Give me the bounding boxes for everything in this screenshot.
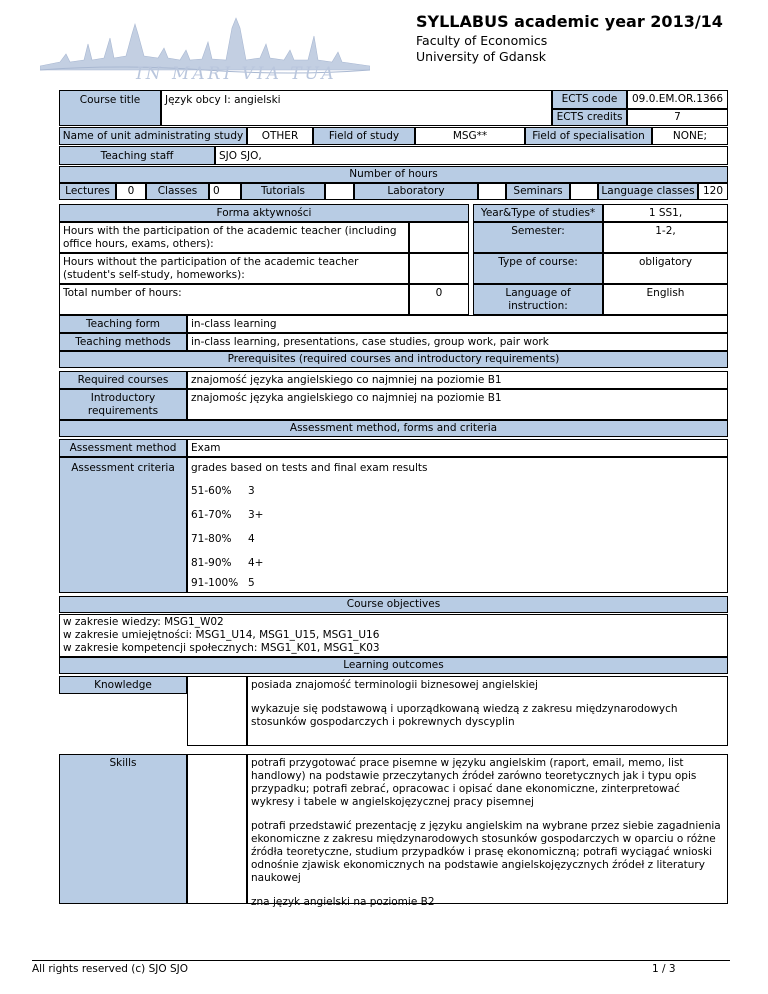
knowledge-outcome: posiada znajomość terminologii biznesowej angielskiej [251, 679, 538, 691]
spec-label: Field of specialisation [525, 127, 652, 145]
skills-outcome: potrafi przedstawić prezentację z języku angielskim na wybrane przez siebie zagadnienia ekonomiczne z zakresu międzynarodowych stosunków gospodarczych w oparciu o różne źródła teoretyczne, studium przypadków i prasę ekonomiczną; potrafi wyciągać wnioski odnośnie zjawisk ekonomicznych na podstawie angielskojęzycznych źródeł z literatury naukowej [251, 820, 721, 884]
with-teacher-label: Hours with the participation of the academic teacher (including office hours, exams, others): [59, 222, 409, 253]
required-courses-value: znajomość języka angielskiego co najmniej na poziomie B1 [187, 371, 728, 389]
total-hours-value: 0 [409, 284, 469, 315]
unit-label: Name of unit administrating study [59, 127, 247, 145]
grade-range: 71-80% [191, 533, 232, 545]
classes-value: 0 [209, 183, 241, 200]
skills-label: Skills [59, 754, 187, 904]
skills-outcome: zna język angielski na poziomie B2 [251, 896, 435, 908]
knowledge-label: Knowledge [59, 676, 187, 694]
laboratory-value [478, 183, 506, 200]
course-type-label: Type of course: [473, 253, 603, 284]
page-title: SYLLABUS academic year 2013/14 [416, 12, 723, 31]
tutorials-value [325, 183, 354, 200]
objective-line: w zakresie kompetencji społecznych: MSG1_K01, MSG1_K03 [63, 642, 380, 654]
ects-code-label: ECTS code [552, 90, 627, 109]
grade-value: 3+ [248, 509, 264, 521]
ects-credits-value: 7 [627, 109, 728, 126]
classes-label: Classes [146, 183, 209, 200]
with-teacher-value [409, 222, 469, 253]
tutorials-label: Tutorials [241, 183, 325, 200]
skills-outcomes-cell [247, 754, 728, 908]
grade-value: 4 [248, 533, 255, 545]
lectures-value: 0 [116, 183, 146, 200]
ects-credits-label: ECTS credits [552, 109, 627, 126]
seminars-value [570, 183, 598, 200]
objective-line: w zakresie wiedzy: MSG1_W02 [63, 616, 224, 628]
laboratory-label: Laboratory [354, 183, 478, 200]
hours-section-header: Number of hours [59, 166, 728, 183]
lectures-label: Lectures [59, 183, 116, 200]
required-courses-label: Required courses [59, 371, 187, 389]
intro-requirements-value: znajomośc języka angielskiego co najmniej na poziomie B1 [187, 389, 728, 420]
knowledge-outcome: wykazuje się podstawową i uporządkowaną wiedzą z zakresu międzynarodowych stosunków gospodarczych i pokrewnych dyscyplin [251, 703, 678, 728]
assessment-header: Assessment method, forms and criteria [59, 420, 728, 437]
without-teacher-value [409, 253, 469, 284]
lang-instr-label: Language of instruction: [473, 284, 603, 315]
seminars-label: Seminars [506, 183, 570, 200]
staff-label: Teaching staff [59, 146, 215, 165]
teaching-methods-value: in-class learning, presentations, case studies, group work, pair work [187, 333, 728, 351]
without-teacher-label: Hours without the participation of the academic teacher (student's self-study, homeworks): [59, 253, 409, 284]
page-number: 1 / 3 [652, 963, 676, 975]
faculty-name: Faculty of Economics [416, 33, 548, 48]
forma-label: Forma aktywności [59, 204, 469, 222]
grade-range: 61-70% [191, 509, 232, 521]
university-logo [40, 14, 370, 82]
outcomes-header: Learning outcomes [59, 657, 728, 674]
objective-line: w zakresie umiejętności: MSG1_U14, MSG1_U15, MSG1_U16 [63, 629, 380, 641]
grade-value: 4+ [248, 557, 264, 569]
field-label: Field of study [313, 127, 415, 145]
logo-motto: IN MARI VIA TUA [136, 64, 337, 84]
assessment-criteria-cell [187, 457, 728, 593]
knowledge-code-cell [187, 676, 247, 746]
teaching-form-label: Teaching form [59, 315, 187, 333]
grade-value: 5 [248, 577, 255, 589]
teaching-methods-label: Teaching methods [59, 333, 187, 351]
staff-value: SJO SJO, [215, 146, 728, 165]
skills-outcome: potrafi przygotować prace pisemne w języku angielskim (raport, email, memo, list handlowy) na podstawie przeczytanych źródeł zarówno teoretycznych jak i typu opis przypadku; potrafi zebrać, opracowac i opisać dane ekonomiczne, zinterpretować wykresy i tabele w angielskojęzycznej pracy pisemnej [251, 757, 697, 808]
knowledge-outcomes-cell [247, 676, 728, 746]
teaching-form-value: in-class learning [187, 315, 728, 333]
course-title-label: Course title [59, 90, 161, 126]
assessment-criteria-label: Assessment criteria [59, 457, 187, 593]
semester-value: 1-2, [603, 222, 728, 253]
spec-value: NONE; [652, 127, 728, 145]
objectives-cell [59, 614, 728, 657]
assessment-criteria-text: grades based on tests and final exam results [191, 462, 428, 474]
footer-divider [32, 960, 730, 961]
assessment-method-value: Exam [187, 439, 728, 457]
year-label: Year&Type of studies* [473, 204, 603, 222]
objectives-header: Course objectives [59, 596, 728, 613]
language-classes-label: Language classes [598, 183, 698, 200]
intro-requirements-label: Introductory requirements [59, 389, 187, 420]
total-hours-label: Total number of hours: [59, 284, 409, 315]
prerequisites-header: Prerequisites (required courses and introductory requirements) [59, 351, 728, 368]
language-classes-value: 120 [698, 183, 728, 200]
ects-code-value: 09.0.EM.OR.1366 [627, 90, 728, 109]
field-value: MSG** [415, 127, 525, 145]
grade-range: 91-100% [191, 577, 239, 589]
semester-label: Semester: [473, 222, 603, 253]
skills-code-cell [187, 754, 247, 904]
course-type-value: obligatory [603, 253, 728, 284]
grade-value: 3 [248, 485, 255, 497]
footer-rights: All rights reserved (c) SJO SJO [32, 963, 188, 975]
assessment-method-label: Assessment method [59, 439, 187, 457]
university-name: University of Gdansk [416, 49, 547, 64]
unit-value: OTHER [247, 127, 313, 145]
grade-range: 81-90% [191, 557, 232, 569]
year-value: 1 SS1, [603, 204, 728, 222]
grade-range: 51-60% [191, 485, 232, 497]
course-title-value: Język obcy I: angielski [161, 90, 552, 126]
lang-instr-value: English [603, 284, 728, 315]
